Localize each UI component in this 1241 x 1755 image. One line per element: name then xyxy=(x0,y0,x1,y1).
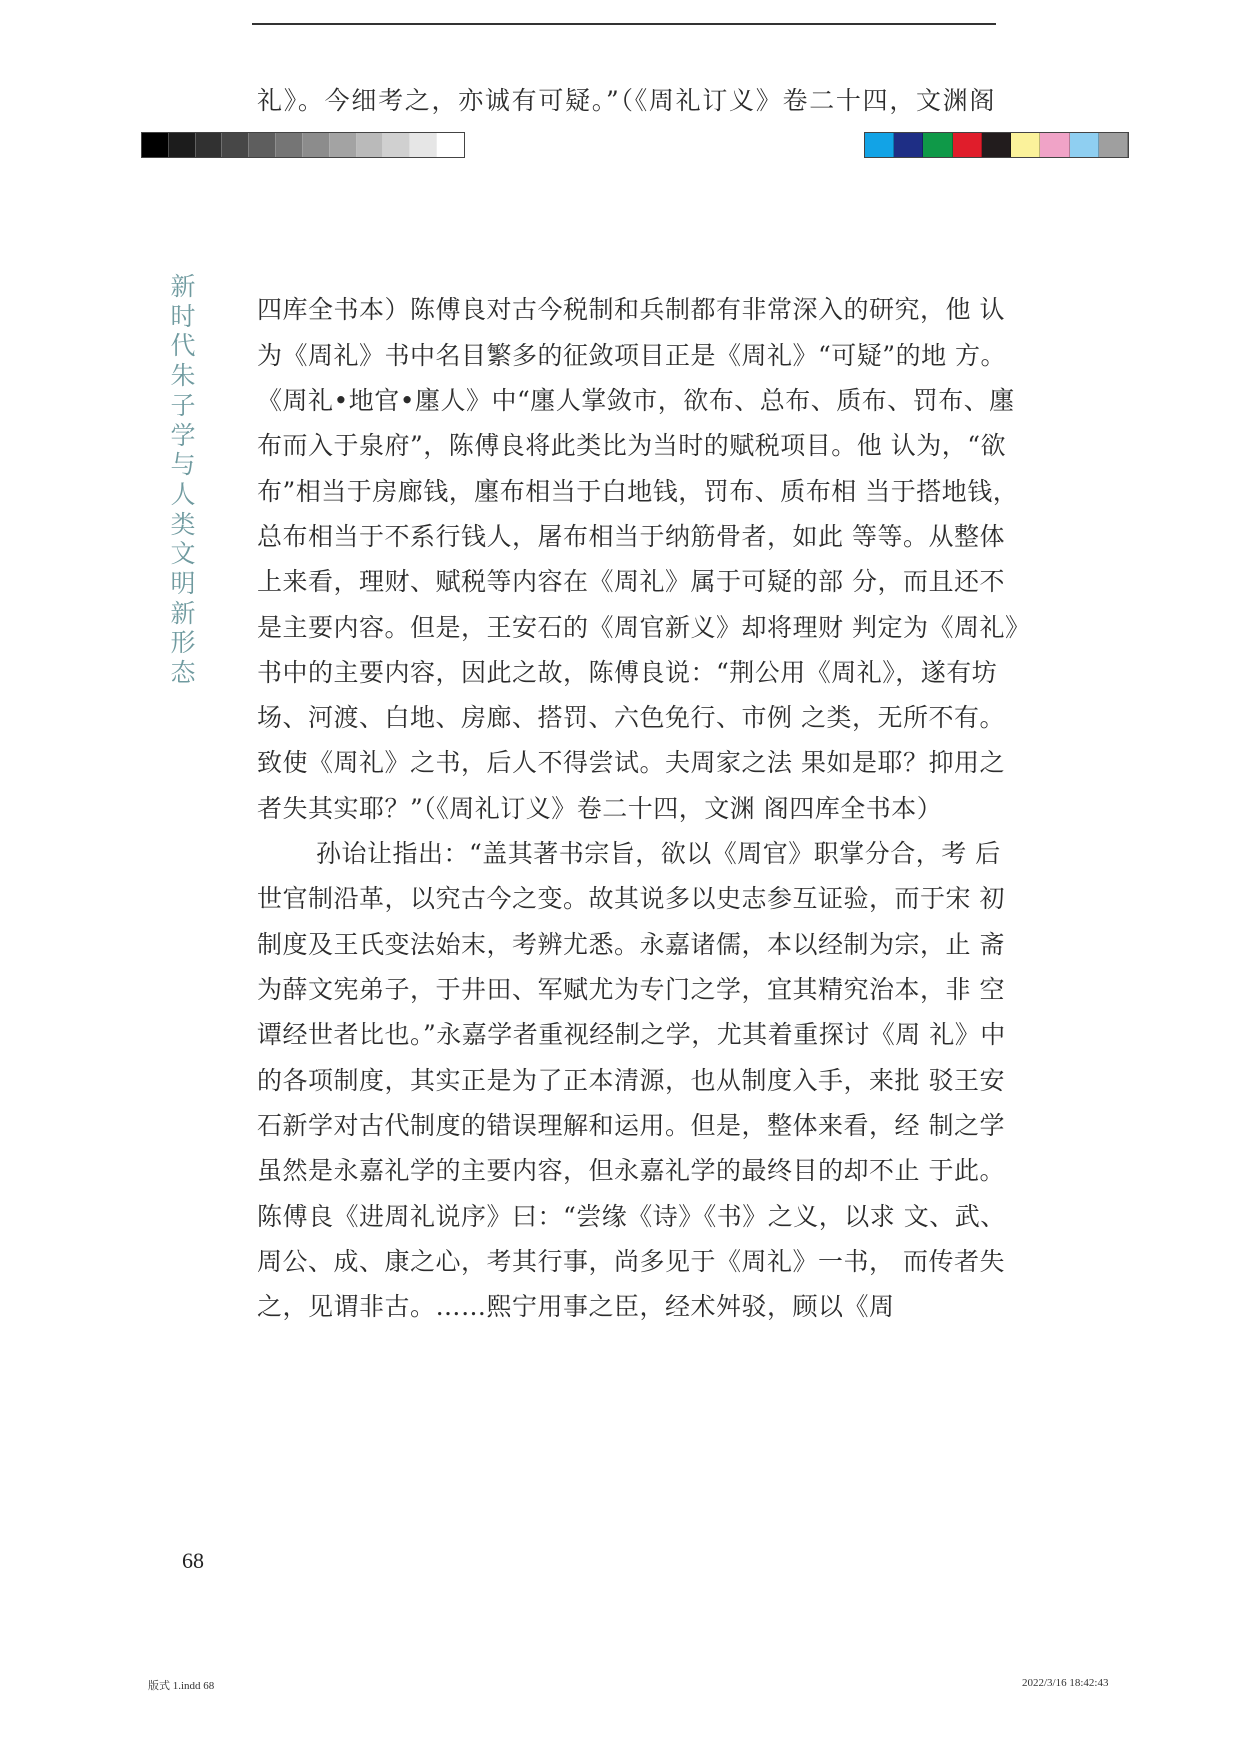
color-swatch xyxy=(894,133,923,157)
body-line: 上来看，理财、赋税等内容在《周礼》属于可疑的部 分，而且还不 xyxy=(257,567,1005,596)
body-line: 布而入于泉府”，陈傅良将此类比为当时的赋税项目。他 认为，“欲 xyxy=(257,431,1007,460)
body-line: 场、河渡、白地、房廊、搭罚、六色免行、市例 之类，无所不有。 xyxy=(257,703,1005,732)
color-calibration-bar xyxy=(864,132,1129,158)
color-swatch xyxy=(1070,133,1099,157)
body-line: 陈傅良《进周礼说序》曰：“尝缘《诗》《书》之义，以求 文、武、 xyxy=(257,1202,1006,1231)
top-rule xyxy=(252,23,996,25)
carry-over-line: 礼》。今细考之，亦诚有可疑。”（《周礼订义》卷二十四，文渊阁 xyxy=(257,86,995,115)
body-line: 者失其实耶？”（《周礼订义》卷二十四，文渊 阁四库全书本） xyxy=(257,794,943,823)
gray-swatch xyxy=(330,133,357,157)
body-line: 是主要内容。但是，王安石的《周官新义》却将理财 判定为《周礼》 xyxy=(257,613,1031,642)
gray-swatch xyxy=(383,133,410,157)
gray-swatch xyxy=(303,133,330,157)
color-swatch xyxy=(865,133,894,157)
grayscale-calibration-bar xyxy=(141,132,465,158)
body-line: 周公、成、康之心，考其行事，尚多见于《周礼》一书， 而传者失 xyxy=(257,1247,1005,1276)
body-line: 为《周礼》书中名目繁多的征敛项目正是《周礼》“可疑”的地 方。 xyxy=(257,341,1007,370)
body-line: 致使《周礼》之书，后人不得尝试。夫周家之法 果如是耶？抑用之 xyxy=(257,748,1005,777)
body-line: 之，见谓非古。……熙宁用事之臣，经术舛驳，顾以《周 xyxy=(257,1292,895,1321)
color-swatch xyxy=(982,133,1011,157)
gray-swatch xyxy=(196,133,223,157)
gray-swatch xyxy=(169,133,196,157)
footer-timestamp: 2022/3/16 18:42:43 xyxy=(1022,1677,1109,1689)
gray-swatch xyxy=(410,133,437,157)
gray-swatch xyxy=(249,133,276,157)
body-line: 孙诒让指出：“盖其著书宗旨，欲以《周官》职掌分合，考 后 xyxy=(316,839,1001,868)
body-line: 《周礼•地官•廛人》中“廛人掌敛市，欲布、总布、质布、罚布、廛 xyxy=(257,386,1015,415)
body-line: 布”相当于房廊钱，廛布相当于白地钱，罚布、质布相 当于搭地钱， xyxy=(257,477,1019,506)
color-swatch xyxy=(1011,133,1040,157)
body-line: 石新学对古代制度的错误理解和运用。但是，整体来看，经 制之学 xyxy=(257,1111,1005,1140)
color-swatch xyxy=(1040,133,1069,157)
gray-swatch xyxy=(437,133,464,157)
color-swatch xyxy=(953,133,982,157)
color-swatch xyxy=(923,133,952,157)
body-line: 制度及王氏变法始末，考辨尤悉。永嘉诸儒，本以经制为宗，止 斋 xyxy=(257,930,1005,959)
footer-file-label: 版式 1.indd 68 xyxy=(148,1680,215,1692)
gray-swatch xyxy=(357,133,384,157)
gray-swatch xyxy=(142,133,169,157)
body-line: 书中的主要内容，因此之故，陈傅良说：“荆公用《周礼》，遂有坊 xyxy=(257,658,998,687)
color-swatch xyxy=(1099,133,1128,157)
running-title: 新 时 代 朱 子 学 与 人 类 文 明 新 形 态 xyxy=(170,272,196,688)
gray-swatch xyxy=(276,133,303,157)
body-line: 世官制沿革，以究古今之变。故其说多以史志参互证验，而于宋 初 xyxy=(257,884,1005,913)
body-line: 为薛文宪弟子，于井田、军赋尤为专门之学，宜其精究治本，非 空 xyxy=(257,975,1005,1004)
body-line: 的各项制度，其实正是为了正本清源，也从制度入手，来批 驳王安 xyxy=(257,1066,1005,1095)
body-line: 虽然是永嘉礼学的主要内容，但永嘉礼学的最终目的却不止 于此。 xyxy=(257,1156,1005,1185)
page-number: 68 xyxy=(182,1548,204,1573)
body-line: 四库全书本）陈傅良对古今税制和兵制都有非常深入的研究，他 认 xyxy=(257,295,1005,324)
gray-swatch xyxy=(222,133,249,157)
body-line: 总布相当于不系行钱人，屠布相当于纳筋骨者，如此 等等。从整体 xyxy=(257,522,1005,551)
body-line: 谭经世者比也。”永嘉学者重视经制之学，尤其着重探讨《周 礼》中 xyxy=(257,1020,1006,1049)
